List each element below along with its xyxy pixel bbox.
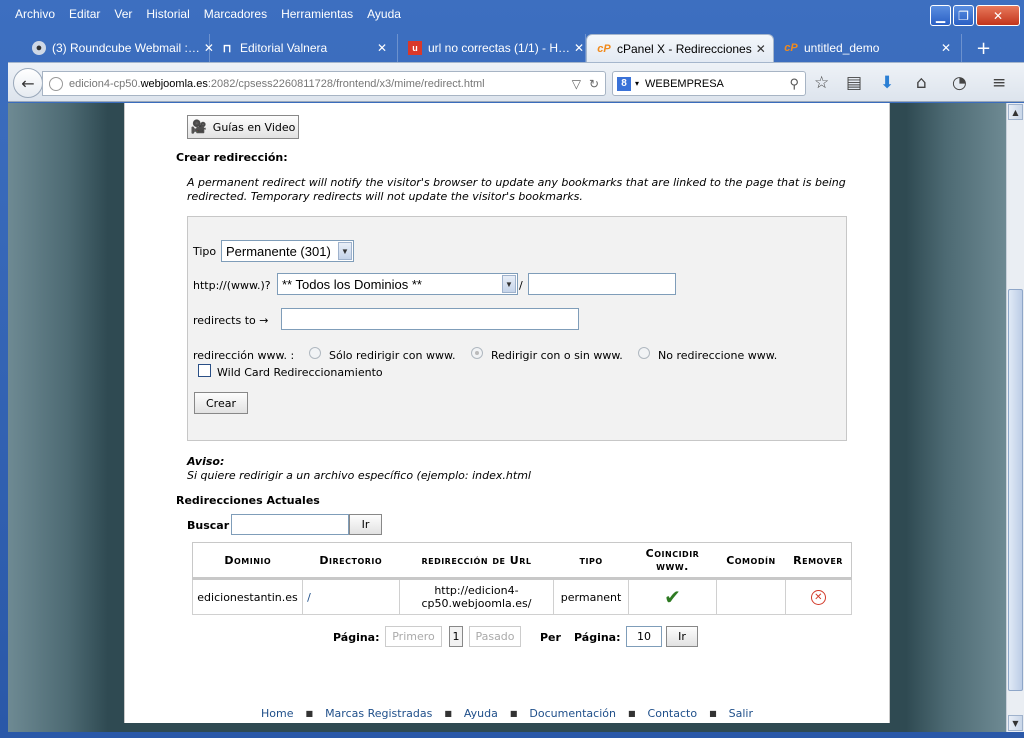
tipo-select[interactable] <box>221 240 354 262</box>
first-page-button[interactable]: Primero <box>385 626 442 647</box>
footer-nav: Home ■ Marcas Registradas ■ Ayuda ■ Documentación ■ Contacto ■ Salir <box>124 703 890 723</box>
clipboard-icon[interactable]: ▤ <box>846 73 863 93</box>
footer-link-documentation[interactable]: Documentación <box>529 706 616 720</box>
arrow-left-icon: ← <box>21 73 35 93</box>
footer-link-home[interactable]: Home <box>261 706 294 720</box>
navigation-bar <box>8 62 1024 102</box>
close-window-button[interactable]: ✕ <box>976 5 1020 26</box>
scroll-down-icon[interactable]: ▼ <box>1008 715 1023 731</box>
globe-icon <box>49 77 63 91</box>
scroll-up-icon[interactable]: ▲ <box>1008 104 1023 120</box>
tab-untitled-demo[interactable] <box>774 34 962 62</box>
camera-icon: 🎥 <box>190 119 207 135</box>
forum-icon: u <box>408 41 422 55</box>
per-page-input[interactable]: 10 <box>626 626 662 647</box>
search-value: WEBEMPRESA <box>645 77 724 90</box>
scrollbar-thumb[interactable] <box>1008 289 1023 691</box>
tipo-label: Tipo <box>193 245 217 258</box>
cell-directory-link[interactable]: / <box>303 579 400 615</box>
menu-bar <box>8 0 408 28</box>
slash-label: / <box>519 279 523 292</box>
footer-link-help[interactable]: Ayuda <box>463 706 498 720</box>
http-label: http://(www.)? <box>193 279 271 292</box>
tab-title: Editorial Valnera <box>240 41 328 55</box>
home-icon[interactable]: ⌂ <box>916 73 927 93</box>
url-bar[interactable] <box>42 71 606 96</box>
roundcube-icon: ● <box>32 41 46 55</box>
tab-close-icon[interactable]: ✕ <box>940 41 951 55</box>
chevron-down-icon: ▼ <box>338 242 352 260</box>
menu-editar[interactable]: Editar <box>69 7 101 21</box>
option-no-www: No redireccione www. <box>658 349 778 362</box>
history-icon[interactable]: ◔ <box>952 73 967 93</box>
menu-herramientas[interactable]: Herramientas <box>281 7 354 21</box>
path-input[interactable] <box>528 273 676 295</box>
option-only-www: Sólo redirigir con www. <box>329 349 456 362</box>
search-input[interactable] <box>231 514 349 535</box>
menu-icon[interactable]: ≡ <box>992 73 1007 93</box>
menu-archivo[interactable]: Archivo <box>15 7 56 21</box>
maximize-button[interactable]: ❐ <box>953 5 974 26</box>
cell-remove <box>785 579 851 615</box>
column-header-directory[interactable]: Directorio <box>303 543 400 579</box>
download-icon[interactable]: ⬇ <box>880 73 895 93</box>
url-prefix: edicion4-cp50. <box>69 77 141 90</box>
vertical-scrollbar[interactable] <box>1006 103 1024 732</box>
new-tab-button[interactable]: + <box>976 38 992 59</box>
chevron-down-icon: ▼ <box>502 275 516 293</box>
video-guides-label: Guías en Video <box>212 120 296 134</box>
search-label: Buscar <box>187 519 230 532</box>
column-header-remove: Remover <box>785 543 851 579</box>
tab-title: (3) Roundcube Webmail :… <box>52 41 200 55</box>
url-path: :2082/cpsess2260811728/frontend/x3/mime/redirect.html <box>207 77 485 90</box>
page-icon: ⊓ <box>222 42 232 55</box>
back-button[interactable] <box>13 68 43 98</box>
create-redirect-title: Crear redirección: <box>176 151 288 164</box>
pagination-label: Página: <box>333 631 380 644</box>
per-label: Per <box>540 631 561 644</box>
checkmark-icon: ✔ <box>664 585 681 609</box>
tab-roundcube[interactable] <box>22 34 214 62</box>
google-icon[interactable]: 8 <box>617 77 631 91</box>
wildcard-checkbox[interactable] <box>198 364 211 377</box>
table-row <box>193 579 852 615</box>
cell-domain: edicionestantin.es <box>193 579 303 615</box>
dropdown-icon[interactable]: ▽ <box>571 76 581 91</box>
search-icon[interactable]: ⚲ <box>789 75 799 91</box>
cell-wildcard <box>717 579 785 615</box>
footer-link-logout[interactable]: Salir <box>728 706 753 720</box>
domain-value: ** Todos los Dominios ** <box>282 276 422 292</box>
video-guides-button[interactable] <box>187 115 299 139</box>
column-header-domain[interactable]: Dominio <box>193 543 303 579</box>
radio-no-www[interactable] <box>638 347 650 359</box>
option-with-or-without-www: Redirigir con o sin www. <box>491 349 623 362</box>
redirect-description: A permanent redirect will notify the visitor's browser to update any bookmarks that are linked to the page that is being redirected. Temporary redirects will not update the visitor's bookmarks. <box>187 176 846 203</box>
create-redirect-form <box>187 216 847 441</box>
cpanel-icon: cP <box>597 42 611 55</box>
radio-with-or-without-www[interactable] <box>471 347 483 359</box>
window-controls <box>930 5 1020 26</box>
footer-link-contact[interactable]: Contacto <box>647 706 698 720</box>
cell-match-www <box>628 579 716 615</box>
wildcard-label: Wild Card Redireccionamiento <box>217 366 383 379</box>
tab-close-icon[interactable]: ✕ <box>755 41 766 56</box>
menu-marcadores[interactable]: Marcadores <box>203 7 268 21</box>
tab-forum[interactable] <box>398 34 586 62</box>
tipo-value: Permanente (301) <box>226 243 331 259</box>
tab-editorial-valnera[interactable] <box>210 34 398 62</box>
page-viewport <box>8 103 1006 732</box>
aviso-title: Aviso: <box>187 455 225 468</box>
tab-title: cPanel X - Redirecciones <box>617 41 752 56</box>
menu-ayuda[interactable]: Ayuda <box>367 7 401 21</box>
search-engine-dropdown-icon[interactable]: ▾ <box>635 79 640 88</box>
tab-close-icon[interactable]: ✕ <box>203 41 214 55</box>
current-redirects-title: Redirecciones Actuales <box>176 494 320 507</box>
tab-close-icon[interactable]: ✕ <box>574 41 585 55</box>
page-content <box>124 103 890 723</box>
per-page-go-button[interactable]: Ir <box>666 626 698 647</box>
cell-type: permanent <box>554 579 628 615</box>
column-header-match-www[interactable]: Coincidir www. <box>628 543 716 579</box>
www-redirect-label: redirección www. : <box>193 349 295 362</box>
cell-redirect-url: http://edicion4-cp50.webjoomla.es/ <box>399 579 554 615</box>
minimize-button[interactable]: ▁ <box>930 5 951 26</box>
last-page-button[interactable]: Pasado <box>469 626 521 647</box>
tab-title: url no correctas (1/1) - H… <box>428 41 571 55</box>
menu-ver[interactable]: Ver <box>114 7 133 21</box>
star-icon[interactable]: ☆ <box>814 73 830 93</box>
reload-icon[interactable]: ↻ <box>588 76 599 91</box>
column-header-type[interactable]: tipo <box>554 543 628 579</box>
menu-historial[interactable]: Historial <box>146 7 190 21</box>
search-button[interactable]: Ir <box>349 514 382 535</box>
redirects-to-label: redirects to → <box>193 314 269 327</box>
cpanel-icon: cP <box>784 42 798 54</box>
url-domain: webjoomla.es <box>140 77 208 90</box>
tab-title: untitled_demo <box>804 41 880 55</box>
per-page-label: Página: <box>574 631 621 644</box>
redirects-to-input[interactable] <box>281 308 579 330</box>
tab-close-icon[interactable]: ✕ <box>376 41 387 55</box>
search-bar[interactable] <box>612 71 806 96</box>
domain-select[interactable] <box>277 273 518 295</box>
url-buttons <box>572 77 605 91</box>
radio-only-www[interactable] <box>309 347 321 359</box>
column-header-wildcard[interactable]: Comodín <box>717 543 785 579</box>
aviso-text: Si quiere redirigir a un archivo específico (ejemplo: index.html <box>187 469 531 482</box>
footer-link-trademarks[interactable]: Marcas Registradas <box>325 706 433 720</box>
redirects-table <box>192 542 852 615</box>
current-page[interactable]: 1 <box>449 626 463 647</box>
tab-cpanel-redirecciones[interactable] <box>586 34 774 62</box>
column-header-redirect-url[interactable]: redirección de Url <box>399 543 554 579</box>
remove-icon[interactable]: ✕ <box>811 590 826 605</box>
create-button[interactable]: Crear <box>194 392 248 414</box>
tab-strip <box>22 34 962 62</box>
